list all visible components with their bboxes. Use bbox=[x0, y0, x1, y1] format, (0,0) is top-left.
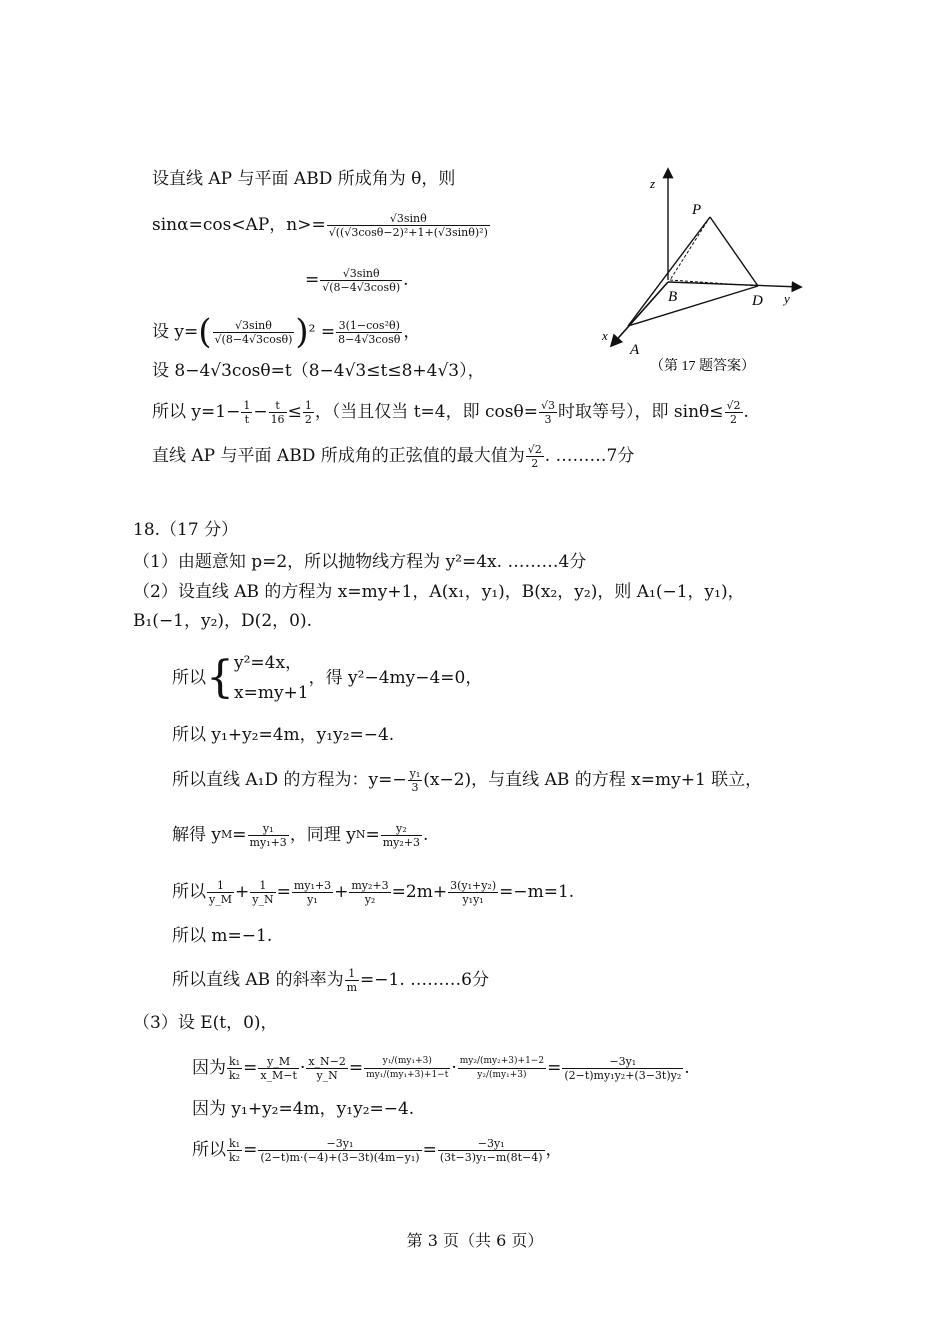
s18-again: 因为 y₁+y₂=4m，y₁y₂=−4. bbox=[192, 1099, 415, 1119]
s17-line4-left: 设 y= bbox=[152, 322, 199, 342]
frac bbox=[345, 967, 359, 994]
s18-m: 所以 m=−1. bbox=[172, 926, 273, 946]
frac-den: y₂ bbox=[364, 892, 376, 906]
s17-line2-left: sinα=cos<AP，n>= bbox=[152, 215, 326, 235]
txt: 所以直线 A₁D 的方程为：y=− bbox=[172, 770, 407, 790]
label-y: y bbox=[784, 291, 790, 306]
frac bbox=[258, 1055, 299, 1082]
frac-num: 1 bbox=[243, 398, 251, 412]
frac-den: y₂/(my₁+3) bbox=[477, 1069, 527, 1080]
edge-PB bbox=[670, 217, 710, 280]
frac-num: 1 bbox=[304, 398, 312, 412]
s17-line2-frac bbox=[327, 212, 490, 239]
page-footer: 第 3 页（共 6 页） bbox=[406, 1231, 544, 1250]
frac bbox=[725, 399, 743, 426]
s17-line7 bbox=[152, 436, 634, 476]
frac-den: 2 bbox=[730, 412, 737, 426]
frac-num: t bbox=[269, 399, 287, 413]
frac-den: my₂+3 bbox=[382, 835, 420, 849]
s18-recip bbox=[172, 872, 574, 912]
frac bbox=[364, 1055, 450, 1082]
frac-den: 16 bbox=[270, 412, 285, 426]
txt: = bbox=[547, 1058, 562, 1078]
paren-left: ( bbox=[198, 312, 212, 352]
txt: =2m+ bbox=[391, 882, 448, 902]
frac bbox=[258, 1137, 421, 1164]
txt: 所以 bbox=[192, 1140, 226, 1160]
s18-part2a: （2）设直线 AB 的方程为 x=my+1，A(x₁，y₁)，B(x₂，y₂)，则 A₁(−1，y₁)， bbox=[133, 582, 745, 602]
s18-heading: 18.（17 分） bbox=[133, 520, 239, 540]
frac-den: y_N bbox=[252, 892, 274, 906]
period: . bbox=[403, 270, 409, 290]
frac-den: 2 bbox=[531, 456, 539, 470]
frac-den: y₁ bbox=[307, 892, 318, 906]
system-row-1: y²=4x， bbox=[234, 653, 303, 673]
txt: 解得 y bbox=[172, 825, 222, 845]
frac-den: y_N bbox=[316, 1068, 338, 1082]
txt: + bbox=[234, 882, 250, 902]
paren-right: ) bbox=[295, 312, 309, 352]
s17-line4-frac bbox=[336, 319, 402, 346]
frac-den: √((√3cosθ−2)²+1+(√3sinθ)²) bbox=[328, 225, 488, 239]
s18-part3: （3）设 E(t，0)， bbox=[133, 1013, 278, 1033]
txt: =−1. ………6分 bbox=[360, 970, 489, 990]
frac-num: k₁ bbox=[229, 1136, 241, 1150]
s17-line4-mid: ² = bbox=[308, 322, 336, 342]
txt: 直线 AP 与平面 ABD 所成角的正弦值的最大值为 bbox=[152, 446, 525, 466]
frac-num: √3sinθ bbox=[320, 267, 402, 281]
txt: ，（当且仅当 t=4，即 cosθ= bbox=[314, 402, 538, 422]
s17-line5: 设 8−4√3cosθ=t（8−4√3≤t≤8+4√3）， bbox=[152, 361, 485, 381]
brace-left: { bbox=[206, 652, 234, 703]
txt: = bbox=[365, 825, 380, 845]
frac-num: y₁/(my₁+3) bbox=[364, 1055, 450, 1069]
frac-num: y₁ bbox=[248, 822, 289, 836]
frac bbox=[526, 443, 544, 470]
frac bbox=[292, 879, 333, 906]
txt: . bbox=[422, 825, 429, 845]
s18-a1d bbox=[172, 760, 762, 800]
frac-den: my₁/(my₁+3)+1−t bbox=[366, 1069, 449, 1080]
frac-den: y₁y₁ bbox=[462, 892, 484, 906]
pyramid-figure bbox=[590, 160, 820, 390]
s18-slope bbox=[172, 960, 489, 1000]
txt: = bbox=[348, 1058, 364, 1078]
s17-line2 bbox=[152, 200, 491, 250]
txt: = bbox=[243, 1140, 258, 1160]
txt: 所以 y=1− bbox=[152, 402, 241, 422]
frac-num: my₂/(my₂+3)+1−2 bbox=[458, 1055, 546, 1069]
txt: . bbox=[743, 402, 749, 422]
frac-num: y₂ bbox=[381, 822, 422, 836]
s17-line4 bbox=[152, 310, 420, 354]
frac bbox=[227, 1137, 242, 1164]
frac-num: −3y₁ bbox=[438, 1137, 545, 1151]
frac-den: k₂ bbox=[229, 1068, 241, 1082]
frac bbox=[227, 1055, 242, 1082]
txt: . bbox=[684, 1058, 690, 1078]
txt: ， bbox=[545, 1140, 563, 1160]
txt: + bbox=[334, 882, 349, 902]
frac bbox=[207, 879, 234, 906]
txt: · bbox=[299, 1058, 306, 1078]
txt: 时取等号），即 sinθ≤ bbox=[558, 402, 724, 422]
frac-den: (2−t)m·(−4)+(3−3t)(4m−y₁) bbox=[260, 1150, 420, 1164]
x-axis bbox=[612, 282, 668, 345]
s17-line6 bbox=[152, 392, 749, 432]
frac-num: √3sinθ bbox=[327, 212, 490, 226]
frac-den: m bbox=[346, 980, 358, 994]
sub: M bbox=[221, 828, 233, 841]
frac bbox=[408, 767, 423, 794]
txt: = bbox=[422, 1140, 437, 1160]
eq-sign: = bbox=[305, 270, 320, 290]
system-rows bbox=[234, 648, 309, 708]
frac-num: √2 bbox=[527, 442, 542, 456]
frac bbox=[250, 879, 275, 906]
txt: ≤ bbox=[287, 402, 302, 422]
label-B: B bbox=[668, 289, 678, 305]
frac-den: x_M−t bbox=[260, 1068, 297, 1082]
txt: = bbox=[232, 825, 247, 845]
frac-num: 1 bbox=[250, 879, 275, 893]
frac bbox=[241, 399, 252, 426]
s18-k-ratio bbox=[192, 1042, 690, 1094]
txt: ，同理 y bbox=[289, 825, 356, 845]
txt: 所以直线 AB 的斜率为 bbox=[172, 970, 344, 990]
label-P: P bbox=[692, 202, 702, 218]
txt: 因为 bbox=[192, 1058, 226, 1078]
frac-den: y_M bbox=[209, 892, 232, 906]
frac bbox=[458, 1055, 546, 1082]
txt: 所以 bbox=[172, 882, 206, 902]
frac bbox=[539, 399, 557, 426]
system-row-2: x=my+1 bbox=[234, 683, 309, 703]
txt: ，得 y²−4my−4=0， bbox=[308, 668, 483, 688]
txt: =−m=1. bbox=[499, 882, 575, 902]
frac-num: y_M bbox=[258, 1055, 299, 1069]
frac-num: 1 bbox=[345, 967, 359, 981]
frac-den: my₁+3 bbox=[249, 835, 287, 849]
txt: 所以 bbox=[172, 668, 206, 688]
sub: N bbox=[355, 828, 366, 841]
frac bbox=[303, 399, 314, 426]
y-axis bbox=[668, 282, 800, 287]
txt: = bbox=[243, 1058, 258, 1078]
s17-line1: 设直线 AP 与平面 ABD 所成角为 θ，则 bbox=[152, 169, 456, 189]
frac-den: √(8−4√3cosθ) bbox=[322, 280, 401, 294]
frac-num: −3y₁ bbox=[258, 1137, 421, 1151]
frac-den: (2−t)my₁y₂+(3−3t)y₂ bbox=[564, 1068, 682, 1082]
frac bbox=[269, 399, 287, 426]
frac-num: −3y₁ bbox=[562, 1055, 683, 1069]
txt: (x−2)，与直线 AB 的方程 x=my+1 联立， bbox=[423, 770, 763, 790]
s17-line3 bbox=[305, 258, 409, 302]
txt: − bbox=[253, 402, 268, 422]
frac-num: 1 bbox=[207, 879, 234, 893]
txt: · bbox=[451, 1058, 457, 1078]
txt: . ………7分 bbox=[544, 446, 635, 466]
edge-AP bbox=[628, 217, 710, 326]
label-A: A bbox=[630, 342, 640, 358]
comma: ， bbox=[403, 322, 421, 342]
frac bbox=[349, 879, 390, 906]
s18-ym bbox=[172, 815, 428, 855]
frac bbox=[562, 1055, 683, 1082]
label-x: x bbox=[602, 328, 608, 343]
frac bbox=[438, 1137, 545, 1164]
frac-den: 2 bbox=[304, 412, 312, 426]
frac-den: √(8−4√3cosθ) bbox=[214, 332, 293, 346]
s18-part2b: B₁(−1，y₂)，D(2，0). bbox=[133, 611, 312, 631]
frac-den: 3 bbox=[411, 780, 419, 794]
txt: = bbox=[276, 882, 291, 902]
frac-den: 3 bbox=[544, 412, 552, 426]
frac-num: √3 bbox=[540, 398, 555, 412]
frac-num: my₂+3 bbox=[351, 878, 389, 892]
frac-num: k₁ bbox=[229, 1054, 241, 1068]
frac-den: t bbox=[244, 412, 250, 426]
frac-num: √3sinθ bbox=[213, 319, 295, 333]
s18-final bbox=[192, 1128, 563, 1172]
label-z: z bbox=[650, 176, 656, 191]
frac bbox=[381, 822, 422, 849]
edge-PD bbox=[710, 217, 758, 286]
frac-num: √2 bbox=[726, 398, 741, 412]
s18-sum: 所以 y₁+y₂=4m，y₁y₂=−4. bbox=[172, 725, 395, 745]
frac bbox=[448, 879, 498, 906]
frac-den: (3t−3)y₁−m(8t−4) bbox=[439, 1150, 543, 1164]
frac-num: 3(y₁+y₂) bbox=[450, 878, 497, 892]
frac-num: 3(1−cos²θ) bbox=[336, 319, 402, 333]
frac-num: my₁+3 bbox=[293, 878, 332, 892]
frac bbox=[306, 1055, 348, 1082]
s18-part1: （1）由题意知 p=2，所以抛物线方程为 y²=4x. ………4分 bbox=[133, 552, 587, 572]
label-D: D bbox=[752, 293, 763, 309]
figure-caption: （第 17 题答案） bbox=[650, 359, 755, 374]
frac bbox=[248, 822, 289, 849]
s17-line3-frac bbox=[320, 267, 402, 294]
frac-num: x_N−2 bbox=[308, 1054, 346, 1068]
s17-line4-inner-frac bbox=[213, 319, 295, 346]
frac-den: k₂ bbox=[229, 1150, 241, 1164]
frac-num: y₁ bbox=[409, 766, 421, 780]
s18-system bbox=[172, 648, 482, 708]
frac-den: 8−4√3cosθ bbox=[338, 332, 401, 346]
